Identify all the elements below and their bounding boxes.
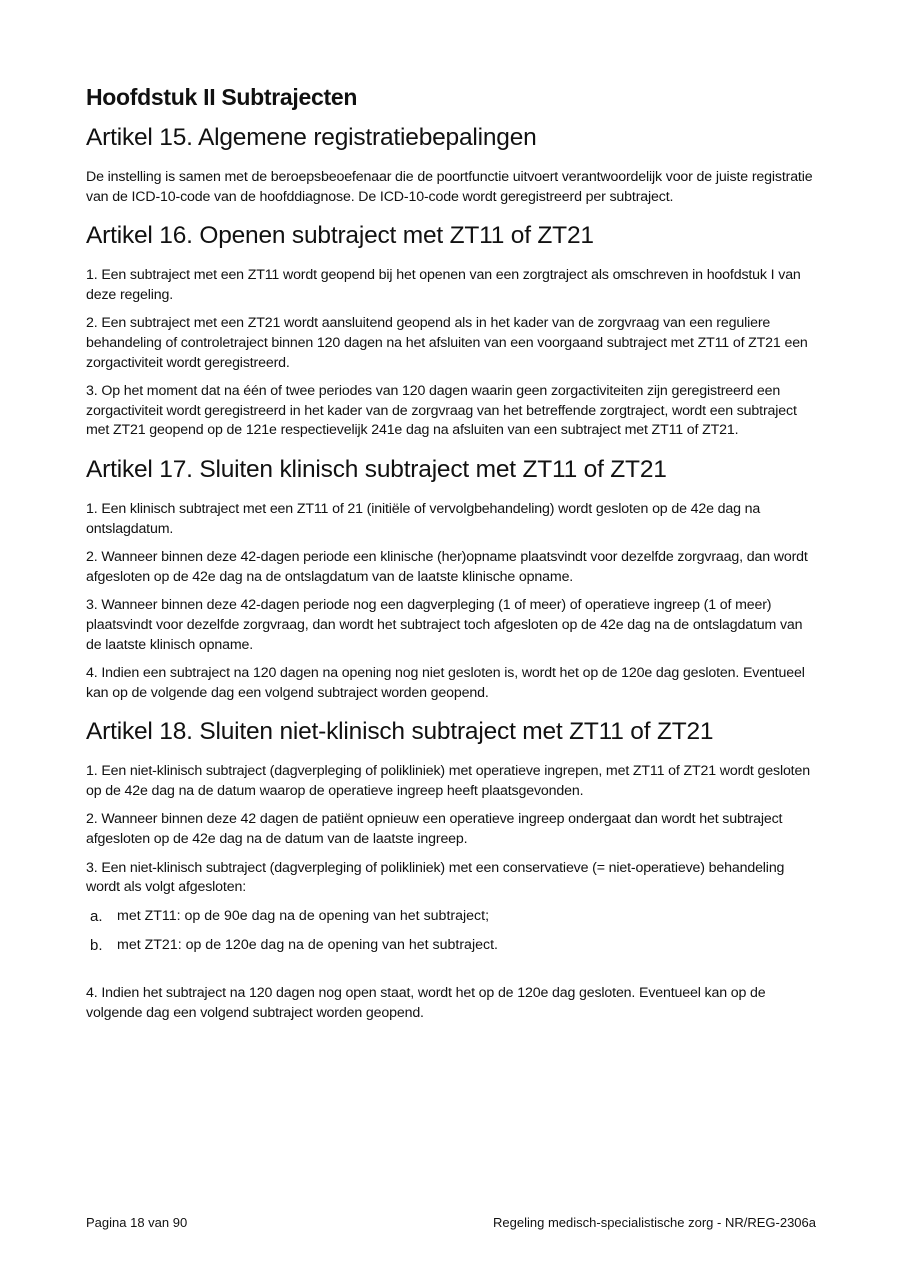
article-paragraph: De instelling is samen met de beroepsbeoefenaar die de poortfunctie uitvoert verantwoordelijk voor de juiste registratie van de ICD-10-code van de hoofddiagnose. De ICD-10-code wordt geregistreerd per subtraject. — [86, 169, 813, 205]
sub-list — [86, 907, 820, 956]
article-title: Artikel 15. Algemene registratiebepalingen — [86, 124, 537, 151]
article-18 — [86, 718, 820, 1023]
document-page — [86, 84, 820, 1038]
document-reference: Regeling medisch-specialistische zorg - NR/REG-2306a — [493, 1215, 816, 1230]
list-item-text: met ZT21: op de 120e dag na de opening van het subtraject. — [117, 937, 498, 954]
article-title: Artikel 16. Openen subtraject met ZT11 of ZT21 — [86, 222, 594, 250]
spacer — [86, 966, 820, 984]
list-marker: b. — [90, 937, 103, 955]
chapter-title: Hoofdstuk II Subtrajecten — [86, 84, 358, 110]
article-title: Artikel 18. Sluiten niet-klinisch subtraject met ZT11 of ZT21 — [86, 718, 714, 746]
article-16 — [86, 222, 820, 441]
list-item-text: met ZT11: op de 90e dag na de opening van het subtraject; — [117, 907, 490, 924]
page-number: Pagina 18 van 90 — [86, 1215, 188, 1230]
sub-list-item — [86, 907, 820, 927]
article-paragraph: 4. Indien het subtraject na 120 dagen nog open staat, wordt het op de 120e dag gesloten. Eventueel kan op de volgende dag een volgend subtraject worden geopend. — [86, 985, 766, 1021]
article-paragraph: 4. Indien een subtraject na 120 dagen na opening nog niet gesloten is, wordt het op de 120e dag gesloten. Eventueel kan op de volgende dag een volgend subtraject worden geopend. — [86, 665, 805, 701]
article-paragraph: 3. Op het moment dat na één of twee periodes van 120 dagen waarin geen zorgactiviteiten zijn geregistreerd een zorgactiviteit wordt geregistreerd in het kader van de zorgvraag van het betreffende zorgtraject, wordt een subtraject met ZT21 geopend op de 121e respectievelijk 241e dag na afsluiten van een subtraject met ZT11 of ZT21. — [86, 383, 797, 439]
article-title: Artikel 17. Sluiten klinisch subtraject met ZT11 of ZT21 — [86, 455, 667, 483]
article-paragraph: 2. Een subtraject met een ZT21 wordt aansluitend geopend als in het kader van de zorgvraag van een reguliere behandeling of controletraject binnen 120 dagen na het afsluiten van een voorgaand subtraject met ZT11 of ZT21 een zorgactiviteit wordt geregistreerd. — [86, 315, 808, 371]
article-17 — [86, 456, 820, 703]
list-marker: a. — [90, 907, 103, 925]
article-paragraph: 3. Wanneer binnen deze 42-dagen periode nog een dagverpleging (1 of meer) of operatieve ingreep (1 of meer) plaatsvindt voor dezelfde zorgvraag, dan wordt het subtraject toch afgesloten op de 42e dag na de ontslagdatum van de laatste klinisch opname. — [86, 597, 803, 653]
sub-list-item — [86, 936, 820, 956]
page-footer — [86, 1215, 816, 1230]
article-paragraph: 3. Een niet-klinisch subtraject (dagverpleging of polikliniek) met een conservatieve (= niet-operatieve) behandeling wordt als volgt afgesloten: — [86, 859, 785, 896]
article-paragraph: 1. Een subtraject met een ZT11 wordt geopend bij het openen van een zorgtraject als omschreven in hoofdstuk I van deze regeling. — [86, 267, 801, 303]
article-15 — [86, 124, 820, 207]
article-paragraph: 1. Een klinisch subtraject met een ZT11 of 21 (initiële of vervolgbehandeling) wordt gesloten op de 42e dag na ontslagdatum. — [86, 500, 761, 537]
article-paragraph: 1. Een niet-klinisch subtraject (dagverpleging of polikliniek) met operatieve ingrepen, met ZT11 of ZT21 wordt gesloten op de 42e dag na de datum waarop de operatieve ingreep heeft plaatsgevonden. — [86, 763, 810, 799]
article-paragraph: 2. Wanneer binnen deze 42 dagen de patiënt opnieuw een operatieve ingreep ondergaat dan wordt het subtraject afgesloten op de 42e dag na de datum van de laatste ingreep. — [86, 811, 783, 848]
article-paragraph: 2. Wanneer binnen deze 42-dagen periode een klinische (her)opname plaatsvindt voor dezelfde zorgvraag, dan wordt afgesloten op de 42e dag na de ontslagdatum van de laatste klinische opname. — [86, 549, 808, 585]
